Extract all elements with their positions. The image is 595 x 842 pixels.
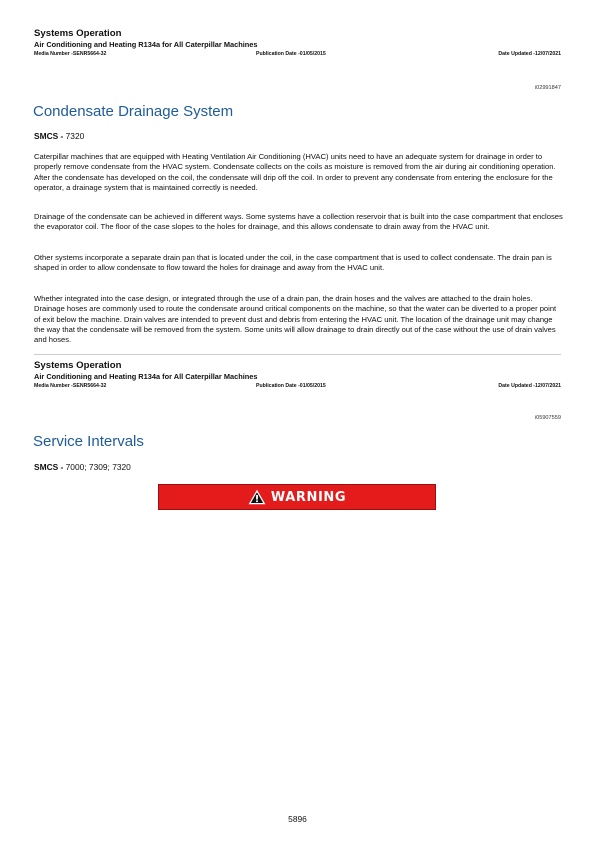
header-meta (34, 50, 561, 59)
page-header (34, 360, 561, 391)
warning-banner (158, 484, 436, 510)
paragraph: Caterpillar machines that are equipped with Heating Ventilation Air Conditioning (HVAC) units need to have an adequate system for drainage in order to properly remove condensate from the HVAC system. Condensate collects on the coils as moisture is removed from the air during air conditioning operation. After the condensate has developed on the coil, the condensate will drip off the coil. In order to prevent any condensate from entering the enclosure for the operator, a drainage system that is maintained correctly is needed. (34, 152, 556, 192)
smcs-label: SMCS - (34, 462, 64, 472)
page-header (34, 28, 561, 59)
paragraph: Other systems incorporate a separate drain pan that is located under the coil, in the case compartment that is used to collect condensate. The drain pan is shaped in order to allow condensate to flow toward the holes for drainage and away from the HVAC unit. (34, 253, 552, 273)
page-number: 5896 (288, 814, 307, 824)
header-title: Systems Operation (34, 360, 122, 371)
section-title: Service Intervals (33, 433, 144, 450)
smcs-codes: 7320 (65, 131, 85, 141)
document-id: i05907559 (534, 415, 561, 421)
header-subtitle: Air Conditioning and Heating R134a for All Caterpillar Machines (34, 372, 258, 381)
media-number: Media Number -SENR5664-32 (34, 383, 107, 389)
header-title: Systems Operation (34, 28, 122, 39)
header-subtitle: Air Conditioning and Heating R134a for All Caterpillar Machines (34, 40, 258, 49)
date-updated: Date Updated -12/07/2021 (498, 383, 561, 389)
document-id: i02991847 (534, 85, 561, 91)
smcs-line (34, 131, 84, 142)
paragraph: Drainage of the condensate can be achieved in different ways. Some systems have a collection reservoir that is built into the case compartment that encloses the evaporator coil. The floor of the case slopes to the holes for drainage, and this allows condensate to drain away from the HVAC unit. (34, 212, 563, 232)
warning-label: WARNING (270, 489, 347, 505)
section-divider (34, 354, 561, 355)
header-meta (34, 382, 561, 391)
warning-triangle-icon (248, 489, 266, 505)
smcs-codes: 7000; 7309; 7320 (65, 462, 131, 472)
smcs-line (34, 462, 131, 473)
smcs-label: SMCS - (34, 131, 64, 141)
date-updated: Date Updated -12/07/2021 (498, 51, 561, 57)
media-number: Media Number -SENR5664-32 (34, 51, 107, 57)
section-title: Condensate Drainage System (33, 103, 234, 120)
publication-date: Publication Date -01/05/2015 (256, 51, 326, 57)
publication-date: Publication Date -01/05/2015 (256, 383, 326, 389)
paragraph: Whether integrated into the case design, or integrated through the use of a drain pan, the drain hoses and the valves are attached to the drain holes. Drainage hoses are commonly used to route the condensate around critical components on the machine, so that the water can be diverted to a proper point of exit below the machine. Drain valves are intended to prevent dust and debris from entering the HVAC unit. The location of the drainage unit may change the way that the condensate will be removed from the system. Some units will allow drainage to drain directly out of the case without the use of drain valves and hoses. (34, 294, 557, 345)
